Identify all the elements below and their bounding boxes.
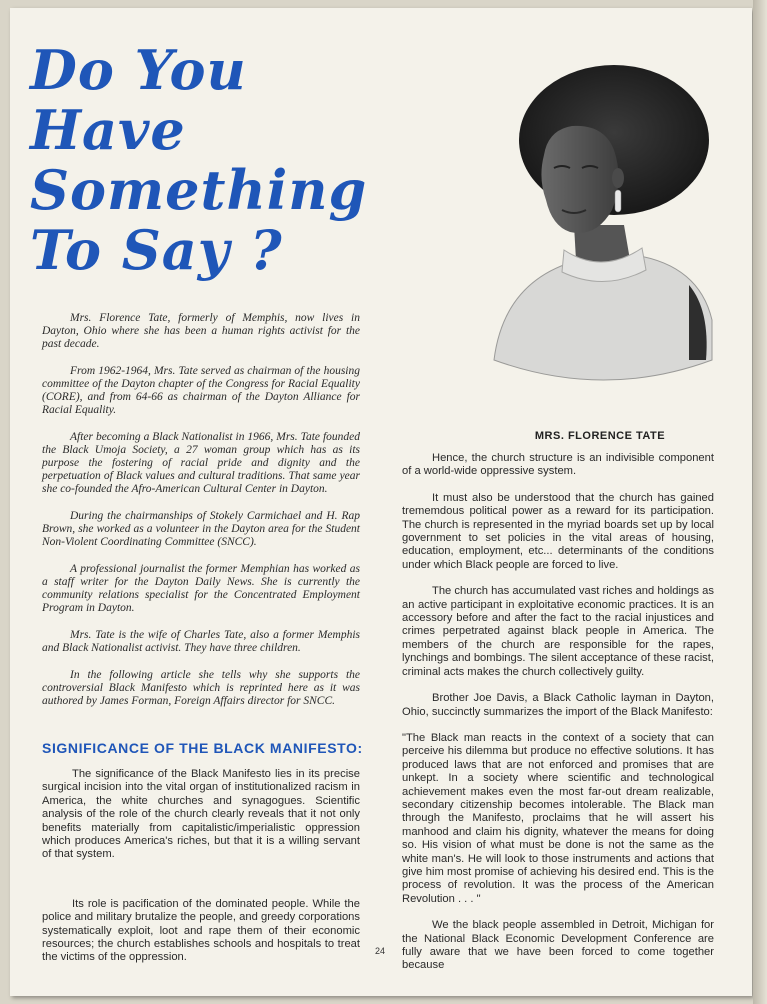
headline-line: Something [30, 158, 368, 222]
page-edge [753, 0, 767, 1004]
headline-line: Do You [30, 38, 247, 102]
body-paragraph: Hence, the church structure is an indivisible component of a world-wide oppressive system. [402, 452, 714, 478]
intro-paragraph: During the chairmanships of Stokely Carmichael and H. Rap Brown, she worked as a volunteer in the Dayton area for the Student Non-Violent Coordinating Committee (SNCC). [42, 510, 360, 548]
intro-paragraph: Mrs. Tate is the wife of Charles Tate, also a former Memphis and Black Nationalist activist. They have three children. [42, 629, 360, 654]
quote-paragraph: "The Black man reacts in the context of a society that can perceive his dilemma but produce no effective solutions. It has produced laws that are not enforced and promises that are unkept. In a society where scientific and technological achievement makes even the most far-out dream realizable, secondary citizenship becomes intolerable. The Black man through the Manifesto, proclaims that he will assert his manhood and claim his dignity, whatever the means for doing so. His vision of what must be done is not the same as the white man's. He will look to those instruments and actions that give him most promise of achieving his desired end. This is the process of revolution. It was the process of the American Revolution . . . " [402, 731, 714, 905]
body-paragraph: It must also be understood that the church has gained trememdous political power as a reward for its participation. The church is represented in the myriad boards set up by local government to set policies in the vital areas of housing, education, employment, etc... determinants of the conditions under which Black people are forced to live. [402, 491, 714, 571]
body-paragraph: The church has accumulated vast riches and holdings as an active participant in exploitative economic practices. It is an accessory before and after the fact to the racial injustices and crimes perpetrated against black people in America. The members of the church are responsible for the rapes, lynchings and bombings. The silent acceptance of these racist, criminal acts makes the church collectively guilty. [402, 585, 714, 678]
body-paragraph: We the black people assembled in Detroit, Michigan for the National Black Economic Development Conference are fully aware that we have been forced to come together because [402, 919, 714, 972]
body-paragraph: The significance of the Black Manifesto lies in its precise surgical incision into the vital organ of institutionalized racism in America, the white churches and synagogues. Scientific analysis of the role of the church clearly reveals that it not only benefits materially from capitalistic/imperialistic oppression which produces America's riches, but that it is a willing servant of that system. [42, 768, 360, 861]
headline-line: To Say ? [30, 218, 283, 282]
photo-caption: MRS. FLORENCE TATE [534, 430, 666, 442]
left-column [42, 768, 360, 1001]
intro-paragraph: After becoming a Black Nationalist in 1966, Mrs. Tate founded the Black Umoja Society, a 27 woman group which has as its purpose the fostering of racial pride and dignity and the perpetuation of Black values and cultural traditions. That same year she co-founded the Afro-American Cultural Center in Dayton. [42, 431, 360, 495]
intro-paragraph: Mrs. Florence Tate, formerly of Memphis, now lives in Dayton, Ohio where she has been a human rights activist for the past decade. [42, 312, 360, 350]
section-heading: SIGNIFICANCE OF THE BLACK MANIFESTO: [42, 740, 363, 756]
intro-paragraph: From 1962-1964, Mrs. Tate served as chairman of the housing committee of the Dayton chapter of the Congress for Racial Equality (CORE), and from 64-66 as chairman of the Dayton Alliance for Racial Equality. [42, 365, 360, 416]
body-paragraph: Brother Joe Davis, a Black Catholic layman in Dayton, Ohio, succinctly summarizes the import of the Black Manifesto: [402, 692, 714, 718]
body-paragraph: Its role is pacification of the dominated people. While the police and military brutalize the people, and greedy corporations systematically exploit, loot and rape them of their economic resources; the church establishes schools and hospitals to treat the victims of the oppression. [42, 897, 360, 964]
headline-line: Have [30, 98, 186, 162]
intro-paragraph: A professional journalist the former Memphian has worked as a staff writer for the Dayton Daily News. She is currently the community relations specialist for the Concentrated Employment Program in Dayton. [42, 563, 360, 614]
intro-paragraph: In the following article she tells why she supports the controversial Black Manifesto which is reprinted here as it was authored by James Forman, Foreign Affairs director for SNCC. [42, 669, 360, 707]
author-intro [42, 312, 360, 722]
headline [30, 40, 390, 280]
right-column [402, 452, 714, 986]
portrait-photo [484, 60, 714, 400]
page-number: 24 [374, 946, 385, 956]
